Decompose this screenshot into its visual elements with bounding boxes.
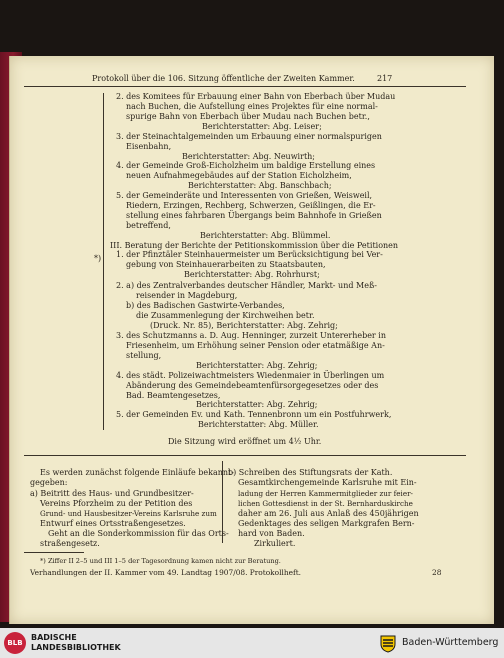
page-number: 217 xyxy=(377,74,393,83)
footer-bar xyxy=(0,628,504,658)
bw-coat-of-arms-icon xyxy=(378,633,398,653)
right-column-line: Gesamtkirchengemeinde Karlsruhe mit Ein- xyxy=(238,478,417,487)
left-column-line: Vereins Pforzheim zu der Petition des xyxy=(40,499,193,508)
agenda-line: Eisenbahn, xyxy=(126,142,172,151)
blb-line-1: BADISCHE xyxy=(31,633,77,642)
agenda-line: b) des Badischen Gastwirte-Verbandes, xyxy=(126,301,285,310)
agenda-bracket-line xyxy=(103,93,104,430)
right-column-line: ladung der Herren Kammermitglieder zur feier- xyxy=(238,489,413,498)
agenda-line: Berichterstatter: Abg. Leiser; xyxy=(202,122,322,131)
agenda-line: Berichterstatter: Abg. Müller. xyxy=(198,420,319,429)
left-column-line: gegeben: xyxy=(30,478,68,487)
agenda-line: Berichterstatter: Abg. Neuwirth; xyxy=(182,152,316,161)
agenda-line: nach Buchen, die Aufstellung eines Projektes für eine normal- xyxy=(126,102,378,111)
agenda-line: 5. der Gemeinden Ev. und Kath. Tennenbronn um ein Postfuhrwerk, xyxy=(116,410,392,419)
right-column-line: Zirkuliert. xyxy=(254,539,296,548)
agenda-line: spurige Bahn von Eberbach über Mudau nach Buchen betr., xyxy=(126,112,370,121)
right-column-line: lichen Gottesdienst in der St. Bernharduskirche xyxy=(238,499,413,508)
footnote-rule xyxy=(24,552,84,553)
footnote: *) Ziffer II 2–5 und III 1–5 der Tagesordnung kamen nicht zur Beratung. xyxy=(40,557,281,565)
agenda-line: Berichterstatter: Abg. Blümmel. xyxy=(200,231,331,240)
agenda-line: stellung, xyxy=(126,351,162,360)
agenda-line: 5. der Gemeinderäte und Interessenten von Grießen, Weisweil, xyxy=(116,191,373,200)
agenda-line: die Zusammenlegung der Kirchweihen betr. xyxy=(136,311,315,320)
left-column-line: Es werden zunächst folgende Einläufe bekannt- xyxy=(40,468,234,477)
agenda-line: betreffend, xyxy=(126,221,171,230)
agenda-line: Berichterstatter: Abg. Zehrig; xyxy=(196,400,318,409)
agenda-line: Berichterstatter: Abg. Zehrig; xyxy=(196,361,318,370)
margin-footnote-mark: *) xyxy=(94,254,102,263)
agenda-line: reisender in Magdeburg, xyxy=(136,291,238,300)
agenda-line: (Druck. Nr. 85), Berichterstatter: Abg. Zehrig; xyxy=(150,321,338,330)
left-column-line: Entwurf eines Ortsstraßengesetzes. xyxy=(40,519,186,528)
blb-logo[interactable]: BLB xyxy=(4,632,26,654)
agenda-line: 3. des Schutzmanns a. D. Aug. Henninger, zurzeit Untererheber in xyxy=(116,331,387,340)
blb-line-2: LANDESBIBLIOTHEK xyxy=(31,643,121,652)
session-opened: Die Sitzung wird eröffnet um 4½ Uhr. xyxy=(168,437,322,446)
agenda-line: Berichterstatter: Abg. Banschbach; xyxy=(188,181,332,190)
agenda-line: Friesenheim, um Erhöhung seiner Pension oder etatmäßige An- xyxy=(126,341,385,350)
agenda-line: 2. a) des Zentralverbandes deutscher Händler, Markt- und Meß- xyxy=(116,281,377,290)
section-rule xyxy=(24,455,466,456)
right-column-line: b) Schreiben des Stiftungsrats der Kath. xyxy=(228,468,393,477)
agenda-line: III. Beratung der Berichte der Petitionskommission über die Petitionen xyxy=(110,241,399,250)
agenda-line: stellung eines fahrbaren Übergangs beim Bahnhofe in Grießen xyxy=(126,211,382,220)
agenda-line: neuen Aufnahmegebäudes auf der Station Eicholzheim, xyxy=(126,171,352,180)
agenda-line: Bad. Beamtengesetzes, xyxy=(126,391,221,400)
agenda-line: Abänderung des Gemeindebeamtenfürsorgegesetzes oder des xyxy=(126,381,379,390)
running-title: Protokoll über die 106. Sitzung öffentliche der Zweiten Kammer. xyxy=(92,74,355,83)
agenda-line: Riedern, Erzingen, Rechberg, Schwerzen, Geißlingen, die Er- xyxy=(126,201,376,210)
agenda-line: 2. des Komitees für Erbauung einer Bahn von Eberbach über Mudau xyxy=(116,92,396,101)
agenda-line: 3. der Steinachtalgemeinden um Erbauung einer normalspurigen xyxy=(116,132,382,141)
left-column-line: straßengesetz. xyxy=(40,539,100,548)
agenda-line: gebung von Steinhauerarbeiten zu Staatsbauten, xyxy=(126,260,326,269)
left-column-line: Geht an die Sonderkommission für das Orts- xyxy=(48,529,229,538)
signature-number: 28 xyxy=(432,568,442,577)
agenda-line: Berichterstatter: Abg. Rohrhurst; xyxy=(184,270,320,279)
right-column-line: Gedenktages des seligen Markgrafen Bern- xyxy=(238,519,415,528)
header-rule xyxy=(24,86,466,87)
agenda-line: 4. des städt. Polizeiwachtmeisters Wiedenmaier in Überlingen um xyxy=(116,371,385,380)
imprint-line: Verhandlungen der II. Kammer vom 49. Landtag 1907/08. Protokollheft. xyxy=(30,568,302,577)
blb-wordmark[interactable] xyxy=(31,633,121,653)
bw-wordmark[interactable]: Baden-Württemberg xyxy=(402,637,499,648)
right-column-line: hard von Baden. xyxy=(238,529,305,538)
right-column-line: daher am 26. Juli aus Anlaß des 450jährigen xyxy=(238,509,419,518)
left-column-line: a) Beitritt des Haus- und Grundbesitzer- xyxy=(30,489,194,498)
agenda-line: 4. der Gemeinde Groß-Eicholzheim um baldige Erstellung eines xyxy=(116,161,376,170)
agenda-line: 1. der Pfinztäler Steinhauermeister um Berücksichtigung bei Ver- xyxy=(116,250,383,259)
left-column-line: Grund- und Hausbesitzer-Vereins Karlsruhe zum xyxy=(40,509,217,518)
